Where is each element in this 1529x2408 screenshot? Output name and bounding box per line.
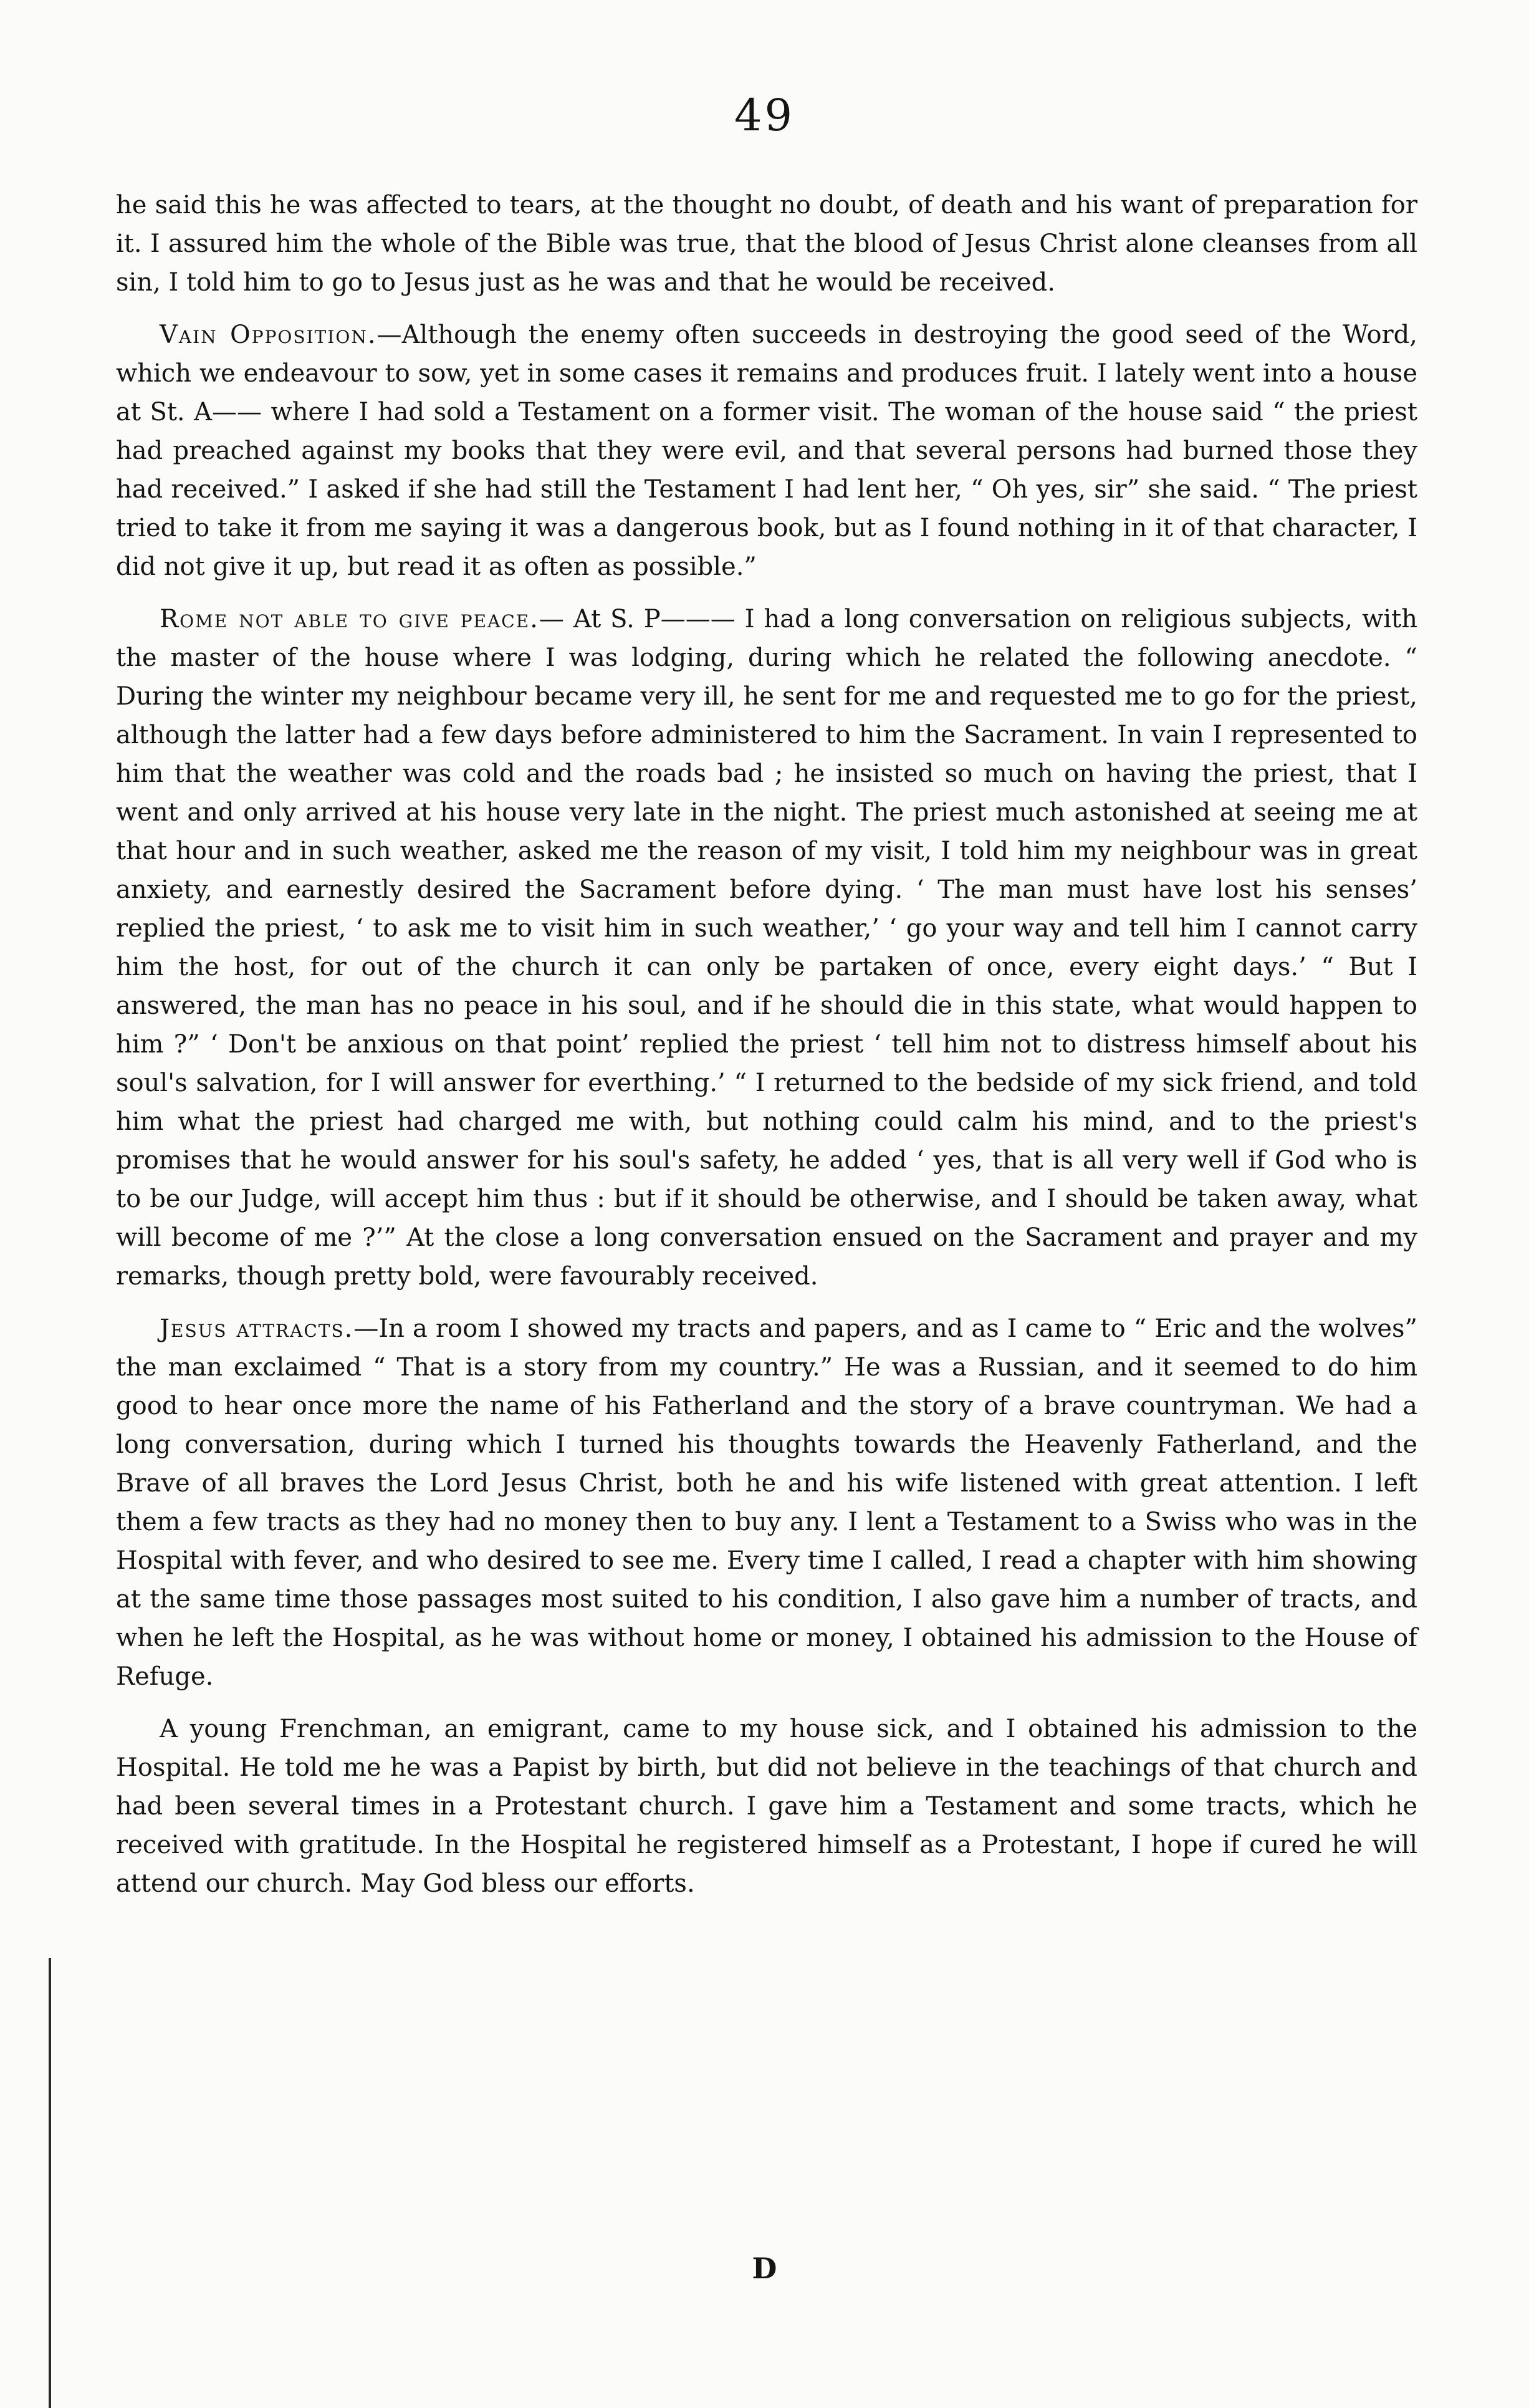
section-heading: Vain Opposition. [160, 320, 377, 349]
section-heading: Rome not able to give peace. [160, 605, 539, 633]
paragraph-text: —Although the enemy often succeeds in destroying the good seed of the Word, which we endeavour to sow, yet in some cases it remains and produces fruit. I lately went into a house at St. A—— where I had sold a Testament on a former visit. The woman of the house said “ the priest had preached against my books that they were evil, and that several persons had burned those they had received.” I asked if she had still the Testament I had lent her, “ Oh yes, sir” she said. “ The priest tried to take it from me saying it was a dangerous book, but as I found nothing in it of that character, I did not give it up, but read it as often as possible.” [116, 320, 1417, 581]
paragraph-text: —In a room I showed my tracts and papers, and as I came to “ Eric and the wolves” the man exclaimed “ That is a story from my country.” He was a Russian, and it seemed to do him good to hear once more the name of his Fatherland and the story of a brave countryman. We had a long conversation, during which I turned his thoughts towards the Heavenly Fatherland, and the Brave of all braves the Lord Jesus Christ, both he and his wife listened with great attention. I left them a few tracts as they had no money then to buy any. I lent a Testament to a Swiss who was in the Hospital with fever, and who desired to see me. Every time I called, I read a chapter with him showing at the same time those passages most suited to his condition, I also gave him a number of tracts, and when he left the Hospital, as he was without home or money, I obtained his admission to the House of Refuge. [116, 1314, 1417, 1691]
section-heading: Jesus attracts. [160, 1314, 354, 1343]
body-text [116, 186, 1417, 1917]
paragraph-rome-not-able [116, 600, 1417, 1296]
paragraph-vain-opposition [116, 315, 1417, 586]
margin-line [49, 1958, 51, 2408]
signature-letter: D [752, 2251, 777, 2285]
paragraph-text: — At S. P——— I had a long conversation on religious subjects, with the master of the house where I was lodging, during which he related the following anecdote. “ During the winter my neighbour became very ill, he sent for me and requested me to go for the priest, although the latter had a few days before administered to him the Sacrament. In vain I represented to him that the weather was cold and the roads bad ; he insisted so much on having the priest, that I went and only arrived at his house very late in the night. The priest much astonished at seeing me at that hour and in such weather, asked me the reason of my visit, I told him my neighbour was in great anxiety, and earnestly desired the Sacrament before dying. ‘ The man must have lost his senses’ replied the priest, ‘ to ask me to visit him in such weather,’ ‘ go your way and tell him I cannot carry him the host, for out of the church it can only be partaken of once, every eight days.’ “ But I answered, the man has no peace in his soul, and if he should die in this state, what would happen to him ?” ‘ Don't be anxious on that point’ replied the priest ‘ tell him not to distress himself about his soul's salvation, for I will answer for everthing.’ “ I returned to the bedside of my sick friend, and told him what the priest had charged me with, but nothing could calm his mind, and to the priest's promises that he would answer for his soul's safety, he added ‘ yes, that is all very well if God who is to be our Judge, will accept him thus : but if it should be otherwise, and I should be taken away, what will become of me ?’” At the close a long conversation ensued on the Sacrament and prayer and my remarks, though pretty bold, were favourably received. [116, 605, 1417, 1291]
paragraph-young-frenchman [116, 1710, 1417, 1903]
paragraph-jesus-attracts [116, 1309, 1417, 1696]
paragraph-continuation [116, 186, 1417, 302]
page-number: 49 [734, 90, 795, 141]
paragraph-text: A young Frenchman, an emigrant, came to my house sick, and I obtained his admission to the Hospital. He told me he was a Papist by birth, but did not believe in the teachings of that church and had been several times in a Protestant church. I gave him a Testament and some tracts, which he received with gratitude. In the Hospital he registered himself as a Protestant, I hope if cured he will attend our church. May God bless our efforts. [116, 1715, 1417, 1898]
paragraph-text: he said this he was affected to tears, at the thought no doubt, of death and his want of preparation for it. I assured him the whole of the Bible was true, that the blood of Jesus Christ alone cleanses from all sin, I told him to go to Jesus just as he was and that he would be received. [116, 191, 1417, 297]
